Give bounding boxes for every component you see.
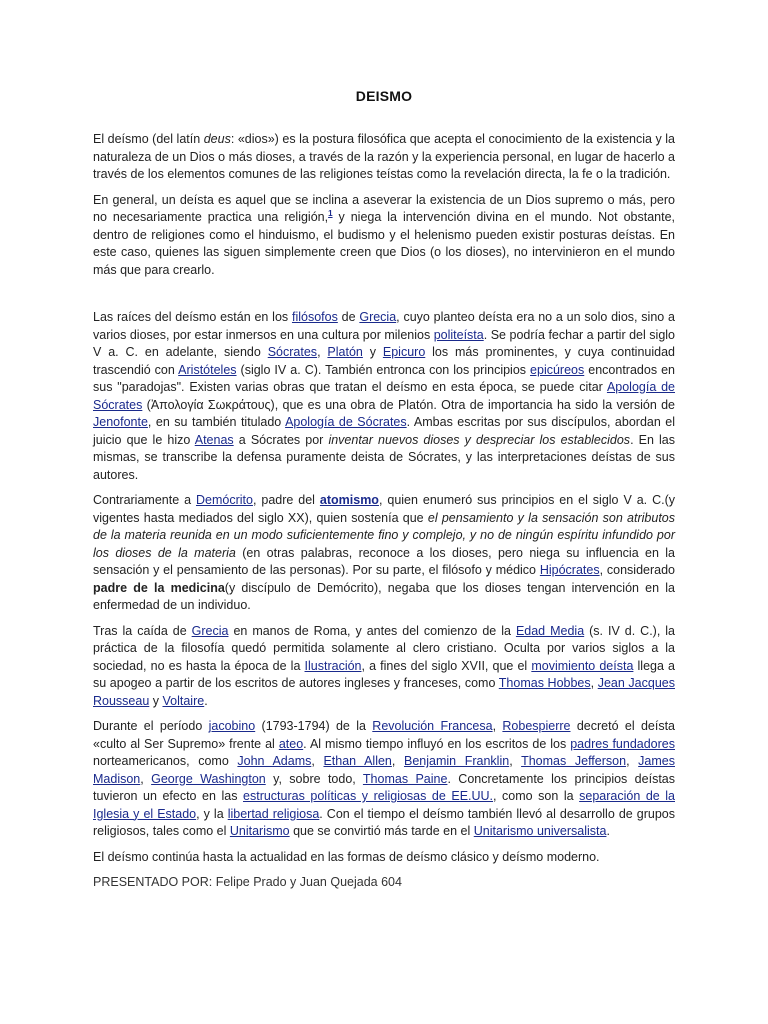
text: , padre del xyxy=(252,493,320,507)
link-voltaire[interactable]: Voltaire xyxy=(162,693,205,708)
text: Las raíces del deísmo están en los xyxy=(93,310,292,324)
link-thomas-jefferson[interactable]: Thomas Jefferson xyxy=(521,754,627,768)
link-thomas-hobbes[interactable]: Thomas Hobbes xyxy=(498,676,591,690)
text: . Ambas escritas por sus discípulos, abordan el juicio que le hizo xyxy=(93,415,676,447)
link-ateo[interactable]: ateo xyxy=(278,736,304,751)
text: y xyxy=(362,345,383,359)
link-movimiento-deista[interactable]: movimiento deísta xyxy=(531,658,634,673)
link-ilustracion[interactable]: Ilustración xyxy=(304,658,362,673)
text: . xyxy=(204,693,208,708)
italic-quote: inventar nuevos dioses y despreciar los establecidos xyxy=(328,432,631,447)
paragraph-roots xyxy=(93,309,675,484)
page-title: DEISMO xyxy=(355,88,413,104)
link-rousseau[interactable]: Jean Jacques Rousseau xyxy=(93,676,675,708)
text: de xyxy=(337,310,360,324)
text: . Se podría fechar a partir del siglo V a. C. en adelante, siendo xyxy=(93,327,675,359)
link-george-washington[interactable]: George Washington xyxy=(151,771,266,786)
text: , xyxy=(509,754,522,768)
text: , xyxy=(391,754,404,768)
text: , xyxy=(311,754,324,768)
text: Contrariamente a xyxy=(93,493,196,507)
text: , xyxy=(140,771,152,786)
bold-term: padre de la medicina xyxy=(93,580,225,595)
presenter-signature: PRESENTADO POR: Felipe Prado y Juan Quejada 604 xyxy=(93,875,402,889)
text: (s. IV d. C.), la práctica de la filosofía quedó permitida solamente al clero cristiano. Oculta por varios siglos a la sociedad, no es hasta la época de la xyxy=(93,623,675,673)
link-aristoteles[interactable]: Aristóteles xyxy=(178,362,237,377)
text: , y la xyxy=(196,806,228,821)
link-benjamin-franklin[interactable]: Benjamin Franklin xyxy=(403,754,510,768)
link-filosofos[interactable]: filósofos xyxy=(291,310,338,324)
link-atenas[interactable]: Atenas xyxy=(194,432,234,447)
latin-term: deus xyxy=(203,132,231,146)
text: , a fines del siglo XVII, que el xyxy=(361,658,532,673)
text: norteamericanos, como xyxy=(93,754,238,768)
text: (1793-1794) de la xyxy=(255,719,373,733)
link-padres-fundadores[interactable]: padres fundadores xyxy=(570,736,675,751)
link-apologia-platon[interactable]: Apología de Sócrates xyxy=(93,380,675,412)
text: (Ἀπολογία Σωκράτους), que es una obra de Platón. Otra de importancia ha sido la versión de xyxy=(142,397,675,412)
link-apologia-jenofonte[interactable]: Apología de Sócrates xyxy=(285,415,407,429)
text: en manos de Roma, y antes del comienzo de la xyxy=(228,623,516,638)
text: , cuyo planteo deísta era no a un solo dios, sino a varios dioses, por estar inmersos en una cultura por milenios xyxy=(93,310,675,342)
link-estructuras-politicas[interactable]: estructuras políticas y religiosas de EE.UU. xyxy=(243,789,494,803)
link-libertad-religiosa[interactable]: libertad religiosa xyxy=(227,806,320,821)
link-atomismo[interactable]: atomismo xyxy=(319,493,379,507)
link-epicureos[interactable]: epicúreos xyxy=(530,362,585,377)
link-unitarismo-universalista[interactable]: Unitarismo universalista xyxy=(473,824,607,838)
link-john-adams[interactable]: John Adams xyxy=(237,754,312,768)
footnote-ref-link[interactable]: 1 xyxy=(328,208,333,218)
text: encontrados en sus "paradojas". Existen varias obras que tratan el deísmo en esta época, se puede citar xyxy=(93,362,675,394)
paragraph-revolucion xyxy=(93,718,675,841)
link-unitarismo[interactable]: Unitarismo xyxy=(229,824,290,838)
text: decretó el deísta «culto al Ser Supremo» frente al xyxy=(93,719,675,751)
text: Durante el período xyxy=(93,719,209,733)
link-hipocrates[interactable]: Hipócrates xyxy=(539,563,600,577)
text: , quien enumeró sus principios en el siglo V a. C.(y vigentes hasta mediados del siglo XX), quien sostenía que xyxy=(93,493,675,525)
text: a Sócrates por xyxy=(233,432,329,447)
link-revolucion-francesa[interactable]: Revolución Francesa xyxy=(372,719,493,733)
paragraph-roma xyxy=(93,623,675,711)
text: , considerado xyxy=(599,563,675,577)
text: y, sobre todo, xyxy=(265,771,363,786)
text: (siglo IV a. C). También entronca con los principios xyxy=(236,362,531,377)
link-edad-media[interactable]: Edad Media xyxy=(515,623,585,638)
link-jacobino[interactable]: jacobino xyxy=(208,719,256,733)
text: llega a su apogeo a partir de los escritos de autores ingleses y franceses, como xyxy=(93,658,675,690)
text: , xyxy=(590,676,598,690)
text: El deísmo (del latín xyxy=(93,132,204,146)
italic-quote: el pensamiento y la sensación son atributos de la materia reunida en un modo suficientemente fino y complejo, y no de ningún espíritu infundido por los dioses de la materia xyxy=(93,510,675,560)
link-grecia[interactable]: Grecia xyxy=(359,310,397,324)
paragraph-democrito xyxy=(93,492,675,615)
text: En general, un deísta es aquel que se inclina a aseverar la existencia de un Dios supremo o más, pero no necesariamente practica una religión, xyxy=(93,192,675,224)
link-platon[interactable]: Platón xyxy=(327,345,363,359)
text: y niega la intervención divina en el mundo. Not obstante, dentro de religiones como el hinduismo, el budismo y el helenismo pueden existir posturas deístas. En este caso, quienes las siguen simplemente creen que Dios (o los dioses), no intervinieron en el mundo más que para crearlo. xyxy=(93,210,675,277)
link-politeista[interactable]: politeísta xyxy=(433,327,484,342)
text: , xyxy=(626,754,639,768)
text: (y discípulo de Demócrito), negaba que los dioses tengan intervención en la enfermedad de un individuo. xyxy=(93,580,675,612)
text: . Concretamente los principios deístas tuvieron un efecto en las xyxy=(93,771,675,803)
text: . Con el tiempo el deísmo también llevó al desarrollo de grupos religiosos, tales como el xyxy=(93,806,675,838)
text: , como son la xyxy=(493,789,580,803)
paragraph-definition xyxy=(93,131,675,184)
text: , xyxy=(492,719,503,733)
text: los más prominentes, y cuya continuidad trascendió con xyxy=(93,345,675,377)
link-thomas-paine[interactable]: Thomas Paine xyxy=(362,771,448,786)
link-grecia-2[interactable]: Grecia xyxy=(191,623,229,638)
link-democrito[interactable]: Demócrito xyxy=(195,493,253,507)
text: . En las mismas, se transcribe la defensa puramente deista de Sócrates, y las interpretaciones deístas de sus autores. xyxy=(93,432,676,482)
paragraph-general xyxy=(93,192,675,280)
link-separacion-iglesia-estado[interactable]: separación de la Iglesia y el Estado xyxy=(93,789,675,821)
text: (en otras palabras, reconoce a los dioses, pero niega su influencia en la sensación y el pensamiento de las personas). Por su parte, el filósofo y médico xyxy=(93,545,675,577)
link-jenofonte[interactable]: Jenofonte xyxy=(93,415,148,429)
link-ethan-allen[interactable]: Ethan Allen xyxy=(323,754,392,768)
text: Tras la caída de xyxy=(93,623,192,638)
text: . xyxy=(606,824,610,838)
text: , en su también titulado xyxy=(147,415,286,429)
link-socrates[interactable]: Sócrates xyxy=(267,345,318,359)
text: que se convirtió más tarde en el xyxy=(289,824,474,838)
paragraph-actualidad: El deísmo continúa hasta la actualidad en las formas de deísmo clásico y deísmo moderno. xyxy=(93,849,600,864)
link-epicuro[interactable]: Epicuro xyxy=(382,345,426,359)
text: : «dios») es la postura filosófica que acepta el conocimiento de la existencia y la naturaleza de un Dios o más dioses, a través de la razón y la experiencia personal, en lugar de hacerlo a través de los elementos comunes de las religiones teístas como la revelación directa, la fe o la tradición. xyxy=(93,132,676,181)
text: . Al mismo tiempo influyó en los escritos de los xyxy=(303,736,571,751)
text: , xyxy=(317,345,328,359)
link-robespierre[interactable]: Robespierre xyxy=(502,719,571,733)
text: y xyxy=(149,693,163,708)
link-james-madison[interactable]: James Madison xyxy=(93,754,675,786)
